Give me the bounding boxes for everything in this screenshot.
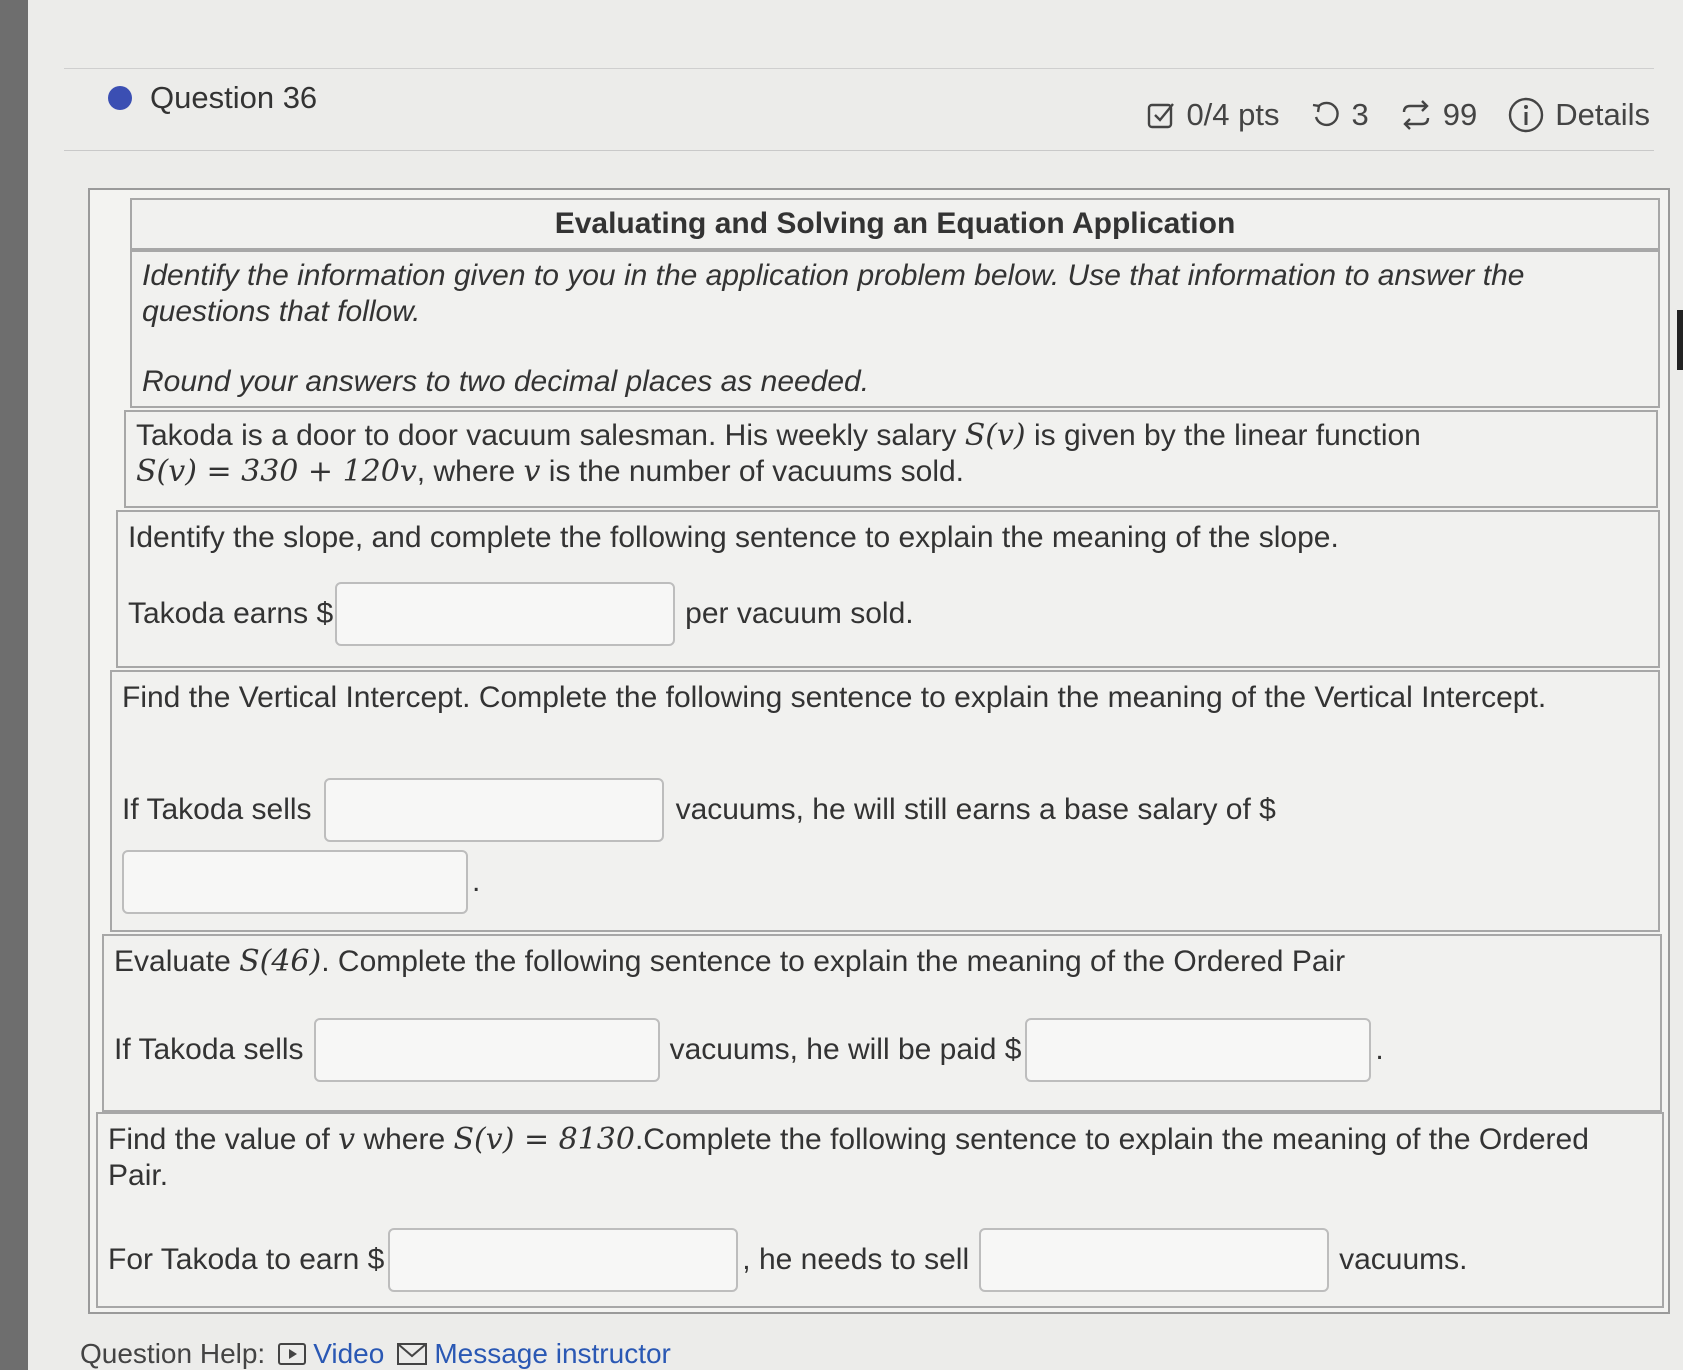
salary-function: S(v) = 330 + 120v — [136, 454, 417, 489]
checkbox-icon — [1146, 100, 1176, 130]
question-help — [80, 1338, 671, 1370]
slope-answer-input[interactable] — [335, 582, 675, 646]
evaluate-sentence: If Takoda sells vacuums, he will be paid $ . — [114, 1018, 1384, 1082]
question-help-label: Question Help: — [80, 1338, 266, 1369]
vertical-intercept-sentence: If Takoda sells vacuums, he will still earns a base salary of $ — [122, 778, 1276, 842]
question-meta — [1146, 96, 1650, 134]
slope-prompt: Identify the slope, and complete the following sentence to explain the meaning of the slope. — [128, 521, 1339, 554]
slope-section — [116, 510, 1660, 668]
solve-section — [96, 1112, 1664, 1308]
video-link[interactable]: Video — [277, 1338, 384, 1370]
context-text: Takoda is a door to door vacuum salesman. His weekly salary S(v) is given by the linear function S(v) = 330 + 120v, where v is the number of vacuums sold. — [136, 418, 1421, 489]
problem-heading-section — [130, 198, 1660, 250]
left-edge — [0, 0, 28, 1370]
intercept-vacuums-input[interactable] — [324, 778, 664, 842]
info-icon[interactable] — [1507, 96, 1545, 134]
solve-prompt: Find the value of v where S(v) = 8130.Complete the following sentence to explain the meaning of the Ordered Pair. — [108, 1122, 1589, 1192]
problem-heading: Evaluating and Solving an Equation Application — [554, 207, 1236, 240]
problem-card — [88, 188, 1670, 1314]
page — [28, 0, 1683, 1370]
vertical-intercept-sentence-cont: . — [122, 850, 480, 914]
message-instructor-link[interactable]: Message instructor — [396, 1338, 671, 1370]
base-salary-input[interactable] — [122, 850, 468, 914]
context-section — [124, 410, 1658, 508]
question-title: Question 36 — [150, 80, 318, 115]
question-header — [68, 72, 1658, 152]
scroll-tab[interactable] — [1677, 310, 1683, 370]
vertical-intercept-prompt: Find the Vertical Intercept. Complete the following sentence to explain the meaning of the Vertical Intercept. — [122, 681, 1547, 714]
evaluate-pay-input[interactable] — [1025, 1018, 1371, 1082]
solve-earnings-input[interactable] — [388, 1228, 738, 1292]
evaluate-section — [102, 934, 1662, 1112]
attempts-count: 3 — [1351, 97, 1369, 132]
instructions-section — [130, 250, 1660, 408]
status-dot — [108, 86, 132, 110]
points-text: 0/4 pts — [1186, 97, 1280, 132]
slope-sentence: Takoda earns $ per vacuum sold. — [128, 582, 914, 646]
details-link[interactable]: Details — [1555, 97, 1650, 132]
instruction-text: Identify the information given to you in the application problem below. Use that information to answer the questions that follow. — [142, 259, 1525, 328]
evaluate-prompt: Evaluate S(46). Complete the following sentence to explain the meaning of the Ordered Pair — [114, 944, 1346, 979]
retry-icon — [1310, 99, 1342, 131]
vertical-intercept-section — [110, 670, 1660, 932]
divider — [64, 68, 1654, 69]
rounding-note: Round your answers to two decimal places as needed. — [142, 365, 870, 398]
retries-count: 99 — [1442, 97, 1478, 132]
evaluate-vacuums-input[interactable] — [314, 1018, 660, 1082]
repeat-icon — [1399, 99, 1433, 131]
divider — [64, 150, 1654, 151]
video-icon — [277, 1341, 307, 1367]
solve-vacuums-input[interactable] — [979, 1228, 1329, 1292]
solve-sentence: For Takoda to earn $ , he needs to sell vacuums. — [108, 1228, 1468, 1292]
mail-icon — [396, 1341, 428, 1367]
